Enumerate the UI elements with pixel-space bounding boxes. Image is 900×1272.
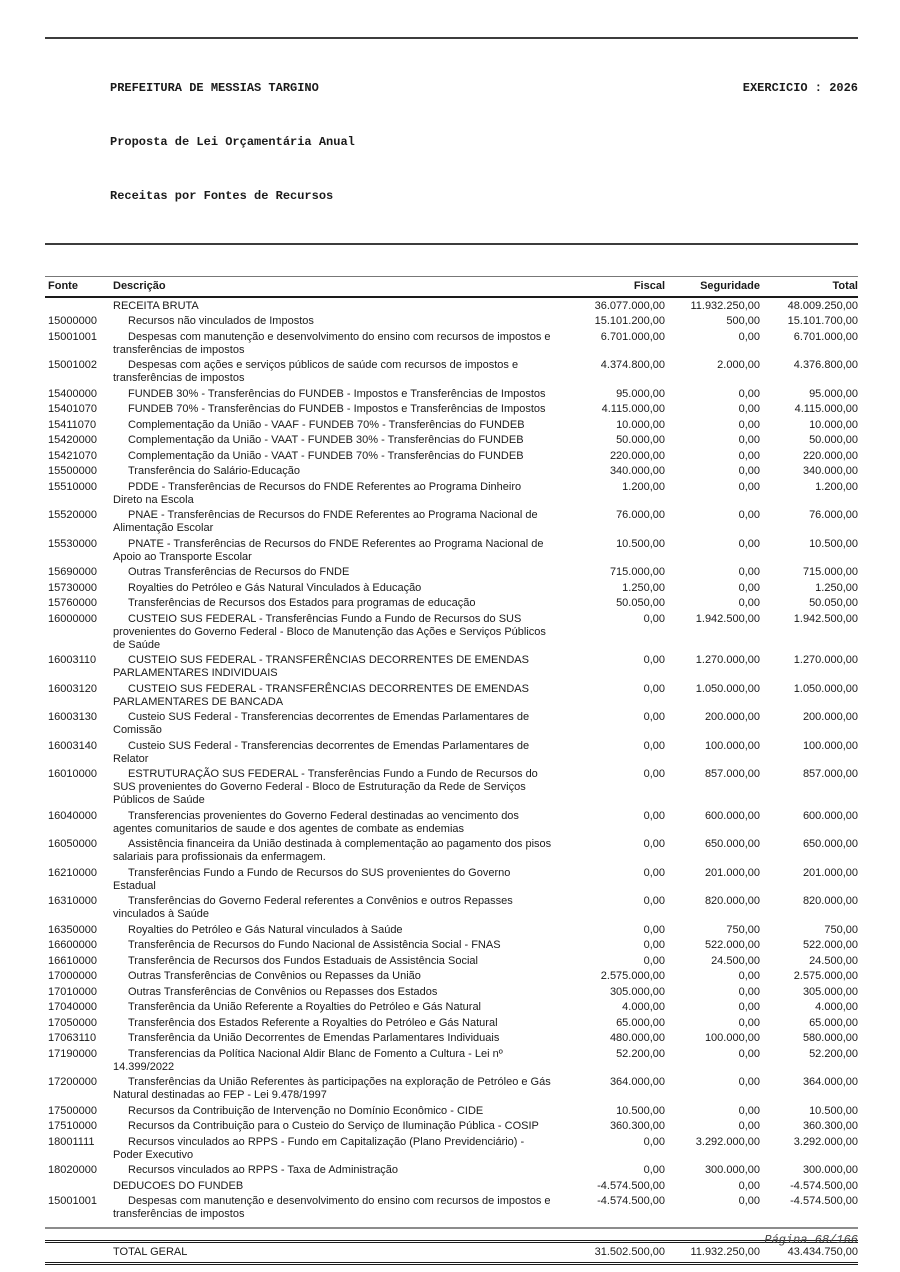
- seguridade-cell: 0,00: [738, 449, 760, 462]
- fiscal-cell: 340.000,00: [609, 465, 665, 477]
- revenue-table: [45, 276, 858, 1222]
- fiscal-cell: 305.000,00: [609, 985, 665, 998]
- fonte-cell: 17510000: [48, 1120, 97, 1132]
- descricao-cell: Transferencias da Política Nacional Aldir Blanc de Fomento a Cultura - Lei nº 14.399/2022: [113, 1047, 503, 1073]
- fiscal-cell: 65.000,00: [616, 1016, 665, 1029]
- table-row: [45, 358, 858, 387]
- total-cell: 200.000,00: [802, 711, 858, 723]
- total-cell: 305.000,00: [802, 985, 858, 998]
- document-header: [45, 39, 858, 243]
- fiscal-cell: 50.000,00: [616, 434, 665, 446]
- total-cell: 15.101.700,00: [787, 315, 858, 327]
- descricao-cell: Recursos da Contribuição de Intervenção no Domínio Econômico - CIDE: [128, 1104, 484, 1117]
- descricao-cell: Transferência da União Referente a Royalties do Petróleo e Gás Natural: [128, 1001, 482, 1013]
- table-row: [45, 984, 858, 1000]
- seguridade-cell: 0,00: [738, 465, 760, 477]
- seguridade-cell: 0,00: [738, 509, 760, 521]
- descricao-cell: Outras Transferências de Convênios ou Repasses dos Estados: [128, 985, 438, 998]
- fonte-cell: 16310000: [48, 895, 97, 907]
- fiscal-cell: 10.000,00: [616, 418, 665, 431]
- seguridade-cell: 0,00: [738, 985, 760, 998]
- seguridade-cell: 857.000,00: [704, 768, 760, 780]
- fonte-cell: 16210000: [48, 866, 97, 879]
- descricao-cell: ESTRUTURAÇÃO SUS FEDERAL - Transferências Fundo a Fundo de Recursos do SUS provenientes do Governo Federal - Bloco de Estruturação da Rede de Serviços Públicos de Saúde: [113, 768, 538, 806]
- seguridade-cell: 500,00: [726, 315, 760, 327]
- seguridade-cell: 0,00: [738, 581, 760, 594]
- table-row: [45, 953, 858, 969]
- total-cell: -4.574.500,00: [790, 1179, 858, 1192]
- seguridade-cell: 0,00: [738, 537, 760, 550]
- exercise-label: EXERCICIO : 2026: [742, 81, 858, 95]
- fonte-cell: 16600000: [48, 939, 97, 951]
- fiscal-cell: 0,00: [643, 923, 665, 936]
- seguridade-cell: 24.500,00: [711, 954, 760, 967]
- descricao-cell: Complementação da União - VAAF - FUNDEB 70% - Transferências do FUNDEB: [128, 418, 525, 431]
- fonte-cell: 17050000: [48, 1016, 97, 1029]
- total-cell: 750,00: [824, 923, 858, 936]
- fonte-cell: 17500000: [48, 1104, 97, 1117]
- total-cell: 4.115.000,00: [794, 403, 858, 415]
- fiscal-cell: 715.000,00: [609, 566, 665, 578]
- header-bottom-rule: [45, 243, 858, 245]
- table-row: [45, 767, 858, 809]
- doc-subtitle-proposal: Proposta de Lei Orçamentária Anual: [110, 135, 355, 149]
- descricao-cell: Despesas com ações e serviços públicos de saúde com recursos de impostos e transferências de impostos: [113, 359, 519, 384]
- descricao-cell: Transferência do Salário-Educação: [128, 465, 301, 477]
- fiscal-cell: 15.101.200,00: [594, 315, 665, 327]
- total-cell: 360.300,00: [802, 1120, 858, 1132]
- fiscal-cell: 0,00: [643, 1164, 665, 1176]
- fonte-cell: 15400000: [48, 387, 97, 400]
- seguridade-cell: 100.000,00: [704, 739, 760, 752]
- fonte-cell: 17200000: [48, 1076, 97, 1088]
- table-row: [45, 596, 858, 612]
- fiscal-cell: 0,00: [643, 1135, 665, 1148]
- fonte-cell: 16000000: [48, 612, 97, 625]
- descricao-cell: Recursos da Contribuição para o Custeio do Serviço de Iluminação Pública - COSIP: [128, 1120, 539, 1132]
- descricao-cell: Recursos vinculados ao RPPS - Fundo em Capitalização (Plano Previdenciário) - Poder Executivo: [113, 1135, 525, 1161]
- seguridade-cell: 0,00: [738, 387, 760, 400]
- descricao-cell: Transferências de Recursos dos Estados para programas de educação: [128, 597, 476, 609]
- table-row: [45, 1000, 858, 1016]
- table-row: [45, 969, 858, 985]
- page-number: Página 68/166: [764, 1233, 858, 1247]
- fonte-cell: 15001001: [48, 330, 97, 343]
- descricao-cell: Recursos vinculados ao RPPS - Taxa de Administração: [128, 1164, 399, 1176]
- total-cell: 1.270.000,00: [793, 654, 858, 666]
- fiscal-cell: 1.250,00: [622, 581, 665, 594]
- table-row: [45, 479, 858, 508]
- total-cell: 220.000,00: [802, 449, 858, 462]
- descricao-cell: Transferências do Governo Federal referentes a Convênios e outros Repasses vinculados à Saúde: [113, 895, 513, 920]
- seguridade-cell: 600.000,00: [704, 809, 760, 822]
- fiscal-cell: 0,00: [643, 654, 665, 666]
- fiscal-cell: 4.115.000,00: [601, 403, 665, 415]
- fonte-cell: 15520000: [48, 509, 97, 521]
- total-cell: 76.000,00: [809, 509, 858, 521]
- fonte-cell: [45, 1178, 113, 1194]
- fiscal-cell: 360.300,00: [609, 1120, 665, 1132]
- fonte-cell: 17010000: [48, 985, 97, 998]
- table-row: [45, 580, 858, 596]
- fonte-cell: 16003130: [48, 711, 97, 723]
- seguridade-cell: 0,00: [738, 1076, 760, 1088]
- table-row: [45, 402, 858, 418]
- fiscal-cell: 52.200,00: [616, 1047, 665, 1060]
- fonte-cell: 16010000: [48, 768, 97, 780]
- table-row: [45, 1163, 858, 1179]
- seguridade-cell: 820.000,00: [704, 895, 760, 907]
- fiscal-cell: -4.574.500,00: [597, 1195, 665, 1207]
- seguridade-cell: 11.932.250,00: [690, 299, 760, 312]
- fonte-cell: [45, 297, 113, 314]
- total-cell: 650.000,00: [802, 838, 858, 850]
- fiscal-cell: 0,00: [643, 809, 665, 822]
- fiscal-cell: 220.000,00: [609, 449, 665, 462]
- table-row: [45, 611, 858, 653]
- fiscal-cell: 50.050,00: [616, 597, 665, 609]
- table-row: [45, 1075, 858, 1104]
- fiscal-cell: 6.701.000,00: [600, 330, 665, 343]
- fonte-cell: 15401070: [48, 403, 97, 415]
- seguridade-cell: 3.292.000,00: [695, 1135, 760, 1148]
- descricao-cell: CUSTEIO SUS FEDERAL - TRANSFERÊNCIAS DECORRENTES DE EMENDAS PARLAMENTARES INDIVIDUAIS: [113, 654, 529, 679]
- total-cell: 300.000,00: [802, 1164, 858, 1176]
- fiscal-cell: 0,00: [643, 866, 665, 879]
- table-row: [45, 417, 858, 433]
- fonte-cell: 17190000: [48, 1047, 97, 1060]
- seguridade-cell: 522.000,00: [704, 939, 760, 951]
- descricao-cell: FUNDEB 30% - Transferências do FUNDEB - Impostos e Transferências de Impostos: [128, 387, 546, 400]
- seguridade-cell: 0,00: [738, 1016, 760, 1029]
- descricao-cell: Custeio SUS Federal - Transferencias decorrentes de Emendas Parlamentares de Relator: [113, 739, 530, 765]
- fiscal-cell: 36.077.000,00: [594, 299, 665, 312]
- fiscal-cell: 0,00: [643, 954, 665, 967]
- fonte-cell: 16350000: [48, 923, 97, 936]
- fonte-cell: 16003110: [48, 654, 97, 666]
- table-row: [45, 433, 858, 449]
- total-cell: 1.200,00: [815, 480, 858, 493]
- table-row: [45, 508, 858, 537]
- fiscal-cell: 0,00: [643, 838, 665, 850]
- total-cell: 857.000,00: [802, 768, 858, 780]
- fonte-cell: 15000000: [48, 315, 97, 327]
- table-row: [45, 1194, 858, 1223]
- total-seguridade-value: 11.932.250,00: [665, 1242, 760, 1264]
- descricao-cell: Despesas com manutenção e desenvolvimento do ensino com recursos de impostos e transferências de impostos: [113, 1195, 551, 1220]
- fiscal-cell: 0,00: [643, 739, 665, 752]
- descricao-cell: FUNDEB 70% - Transferências do FUNDEB - Impostos e Transferências de Impostos: [128, 403, 546, 415]
- table-row: [45, 329, 858, 358]
- table-row: [45, 938, 858, 954]
- seguridade-cell: 0,00: [738, 566, 760, 578]
- table-row: [45, 681, 858, 710]
- total-total-value: 43.434.750,00: [760, 1242, 858, 1264]
- table-header-row: [45, 277, 858, 298]
- seguridade-cell: 0,00: [738, 480, 760, 493]
- fiscal-cell: 0,00: [643, 682, 665, 695]
- fonte-cell: 16040000: [48, 809, 97, 822]
- total-cell: 364.000,00: [802, 1076, 858, 1088]
- org-name: PREFEITURA DE MESSIAS TARGINO: [110, 81, 319, 95]
- seguridade-cell: 0,00: [738, 1195, 760, 1207]
- fonte-cell: 15500000: [48, 465, 97, 477]
- table-row: [45, 1178, 858, 1194]
- col-header-fiscal: Fiscal: [568, 277, 665, 298]
- fiscal-cell: 95.000,00: [616, 387, 665, 400]
- total-cell: 4.376.800,00: [793, 359, 858, 371]
- seguridade-cell: 1.270.000,00: [695, 654, 760, 666]
- descricao-cell: Recursos não vinculados de Impostos: [128, 315, 314, 327]
- revenue-table-section: [45, 276, 858, 1265]
- total-cell: 24.500,00: [809, 954, 858, 967]
- table-row: [45, 837, 858, 866]
- fiscal-cell: 0,00: [643, 768, 665, 780]
- fiscal-cell: 364.000,00: [609, 1076, 665, 1088]
- seguridade-cell: 0,00: [738, 434, 760, 446]
- seguridade-cell: 650.000,00: [704, 838, 760, 850]
- total-cell: 65.000,00: [809, 1016, 858, 1029]
- fonte-cell: 15760000: [48, 597, 97, 609]
- fiscal-cell: 0,00: [643, 895, 665, 907]
- fonte-cell: 15001001: [48, 1195, 97, 1207]
- table-row: [45, 565, 858, 581]
- table-row: [45, 653, 858, 682]
- table-row: [45, 536, 858, 565]
- seguridade-cell: 0,00: [738, 1120, 760, 1132]
- table-row: [45, 808, 858, 837]
- fiscal-cell: 2.575.000,00: [600, 970, 665, 982]
- seguridade-cell: 2.000,00: [717, 359, 760, 371]
- fonte-cell: 15690000: [48, 566, 97, 578]
- table-row: [45, 1103, 858, 1119]
- seguridade-cell: 0,00: [738, 597, 760, 609]
- table-row: [45, 894, 858, 923]
- fiscal-cell: 0,00: [643, 612, 665, 625]
- total-cell: 50.000,00: [809, 434, 858, 446]
- table-row: [45, 738, 858, 767]
- fonte-cell: 15420000: [48, 434, 97, 446]
- fiscal-cell: 0,00: [643, 711, 665, 723]
- descricao-cell: Complementação da União - VAAT - FUNDEB 70% - Transferências do FUNDEB: [128, 449, 524, 462]
- descricao-cell: Custeio SUS Federal - Transferencias decorrentes de Emendas Parlamentares de Comissão: [113, 711, 530, 736]
- table-row: [45, 464, 858, 480]
- descricao-cell: DEDUCOES DO FUNDEB: [113, 1179, 244, 1192]
- fiscal-cell: -4.574.500,00: [597, 1179, 665, 1192]
- total-cell: 10.500,00: [809, 537, 858, 550]
- fiscal-cell: 4.000,00: [622, 1001, 665, 1013]
- fonte-cell: 15510000: [48, 480, 97, 493]
- total-cell: 10.000,00: [809, 418, 858, 431]
- descricao-cell: Transferência de Recursos do Fundo Nacional de Assistência Social - FNAS: [128, 939, 501, 951]
- total-cell: 1.050.000,00: [793, 682, 858, 695]
- seguridade-cell: 1.050.000,00: [695, 682, 760, 695]
- total-cell: 48.009.250,00: [787, 299, 858, 312]
- fonte-cell: 16610000: [48, 954, 97, 967]
- total-cell: 1.942.500,00: [793, 612, 858, 625]
- descricao-cell: Transferência de Recursos dos Fundos Estaduais de Assistência Social: [128, 954, 478, 967]
- total-cell: 580.000,00: [802, 1032, 858, 1044]
- table-row: [45, 314, 858, 330]
- seguridade-cell: 0,00: [738, 1001, 760, 1013]
- seguridade-cell: 0,00: [738, 330, 760, 343]
- descricao-cell: Complementação da União - VAAT - FUNDEB 30% - Transferências do FUNDEB: [128, 434, 524, 446]
- document-page: [45, 0, 858, 1265]
- fonte-cell: 16003120: [48, 682, 97, 695]
- descricao-cell: Royalties do Petróleo e Gás Natural vinculados à Saúde: [128, 923, 403, 936]
- fiscal-cell: 4.374.800,00: [600, 359, 665, 371]
- fonte-cell: 16003140: [48, 739, 97, 752]
- total-cell: -4.574.500,00: [790, 1195, 858, 1207]
- doc-subtitle-report: Receitas por Fontes de Recursos: [110, 189, 334, 203]
- descricao-cell: PNATE - Transferências de Recursos do FNDE Referentes ao Programa Nacional de Apoio ao Transporte Escolar: [113, 537, 544, 563]
- total-cell: 1.250,00: [815, 581, 858, 594]
- table-row: [45, 865, 858, 894]
- descricao-cell: Transferências da União Referentes às participações na exploração de Petróleo e Gás Natural destinadas ao FEP - Lei 9.478/1997: [113, 1076, 551, 1101]
- descricao-cell: Royalties do Petróleo e Gás Natural Vinculados à Educação: [128, 581, 422, 594]
- table-row: [45, 386, 858, 402]
- total-cell: 820.000,00: [802, 895, 858, 907]
- col-header-seguridade: Seguridade: [665, 277, 760, 298]
- total-cell: 522.000,00: [802, 939, 858, 951]
- seguridade-cell: 750,00: [726, 923, 760, 936]
- footer-rule: [45, 1227, 858, 1229]
- table-row: [45, 710, 858, 739]
- fiscal-cell: 0,00: [643, 939, 665, 951]
- table-row: [45, 1015, 858, 1031]
- fiscal-cell: 480.000,00: [609, 1032, 665, 1044]
- fonte-cell: 17063110: [48, 1032, 97, 1044]
- total-cell: 4.000,00: [815, 1001, 858, 1013]
- fonte-cell: 18020000: [48, 1164, 97, 1176]
- total-cell: 715.000,00: [802, 566, 858, 578]
- fiscal-cell: 1.200,00: [622, 480, 665, 493]
- table-row: [45, 297, 858, 314]
- fonte-cell: 17040000: [48, 1001, 97, 1013]
- total-cell: 340.000,00: [802, 465, 858, 477]
- fonte-cell: 15411070: [48, 418, 97, 431]
- seguridade-cell: 1.942.500,00: [695, 612, 760, 625]
- descricao-cell: Transferência da União Decorrentes de Emendas Parlamentares Individuais: [128, 1032, 500, 1044]
- total-cell: 52.200,00: [809, 1047, 858, 1060]
- total-cell: 600.000,00: [802, 809, 858, 822]
- seguridade-cell: 100.000,00: [704, 1032, 760, 1044]
- fonte-cell: 17000000: [48, 970, 97, 982]
- total-cell: 6.701.000,00: [793, 330, 858, 343]
- descricao-cell: PDDE - Transferências de Recursos do FNDE Referentes ao Programa Dinheiro Direto na Escola: [113, 480, 522, 506]
- descricao-cell: CUSTEIO SUS FEDERAL - TRANSFERÊNCIAS DECORRENTES DE EMENDAS PARLAMENTARES DE BANCADA: [113, 682, 529, 708]
- fonte-cell: 15001002: [48, 359, 97, 371]
- descricao-cell: Transferências Fundo a Fundo de Recursos do SUS provenientes do Governo Estadual: [113, 866, 511, 892]
- table-row: [45, 448, 858, 464]
- total-cell: 3.292.000,00: [793, 1135, 858, 1148]
- fonte-cell: 15421070: [48, 449, 97, 462]
- col-header-total: Total: [760, 277, 858, 298]
- total-cell: 10.500,00: [809, 1104, 858, 1117]
- table-row: [45, 1119, 858, 1135]
- descricao-cell: PNAE - Transferências de Recursos do FNDE Referentes ao Programa Nacional de Alimentação Escolar: [113, 509, 538, 534]
- seguridade-cell: 200.000,00: [704, 711, 760, 723]
- descricao-cell: RECEITA BRUTA: [113, 299, 199, 312]
- descricao-cell: Assistência financeira da União destinada à complementação ao pagamento dos pisos salariais para profissionais da enfermagem.: [113, 838, 552, 863]
- total-cell: 201.000,00: [802, 866, 858, 879]
- table-row: [45, 1046, 858, 1075]
- table-row: [45, 922, 858, 938]
- seguridade-cell: 300.000,00: [704, 1164, 760, 1176]
- total-cell: 100.000,00: [802, 739, 858, 752]
- descricao-cell: Transferencias provenientes do Governo Federal destinadas ao vencimento dos agentes comunitarios de saude e dos agentes de combate as endemias: [113, 809, 519, 835]
- fiscal-cell: 10.500,00: [616, 1104, 665, 1117]
- descricao-cell: Outras Transferências de Convênios ou Repasses da União: [128, 970, 421, 982]
- total-cell: 95.000,00: [809, 387, 858, 400]
- total-label: TOTAL GERAL: [113, 1242, 568, 1264]
- total-cell: 2.575.000,00: [793, 970, 858, 982]
- seguridade-cell: 0,00: [738, 970, 760, 982]
- total-cell: 50.050,00: [809, 597, 858, 609]
- descricao-cell: CUSTEIO SUS FEDERAL - Transferências Fundo a Fundo de Recursos do SUS provenientes do Governo Federal - Bloco de Manutenção das Ações e Serviços Públicos de Saúde: [113, 612, 546, 651]
- fonte-cell: 18001111: [48, 1135, 95, 1148]
- page-footer: [45, 1227, 858, 1247]
- table-row: [45, 1031, 858, 1047]
- total-fiscal-value: 31.502.500,00: [568, 1242, 665, 1264]
- fonte-cell: 15530000: [48, 537, 97, 550]
- col-header-descricao: Descrição: [113, 277, 568, 298]
- descricao-cell: Outras Transferências de Recursos do FNDE: [128, 566, 350, 578]
- seguridade-cell: 0,00: [738, 418, 760, 431]
- fonte-cell: 15730000: [48, 581, 97, 594]
- seguridade-cell: 0,00: [738, 1047, 760, 1060]
- col-header-fonte: Fonte: [45, 277, 113, 298]
- seguridade-cell: 0,00: [738, 403, 760, 415]
- descricao-cell: Despesas com manutenção e desenvolvimento do ensino com recursos de impostos e transferências de impostos: [113, 330, 551, 356]
- fiscal-cell: 76.000,00: [616, 509, 665, 521]
- descricao-cell: Transferência dos Estados Referente a Royalties do Petróleo e Gás Natural: [128, 1016, 498, 1029]
- table-row: [45, 1134, 858, 1163]
- fiscal-cell: 10.500,00: [616, 537, 665, 550]
- seguridade-cell: 0,00: [738, 1104, 760, 1117]
- seguridade-cell: 201.000,00: [704, 866, 760, 879]
- fonte-cell: 16050000: [48, 838, 97, 850]
- seguridade-cell: 0,00: [738, 1179, 760, 1192]
